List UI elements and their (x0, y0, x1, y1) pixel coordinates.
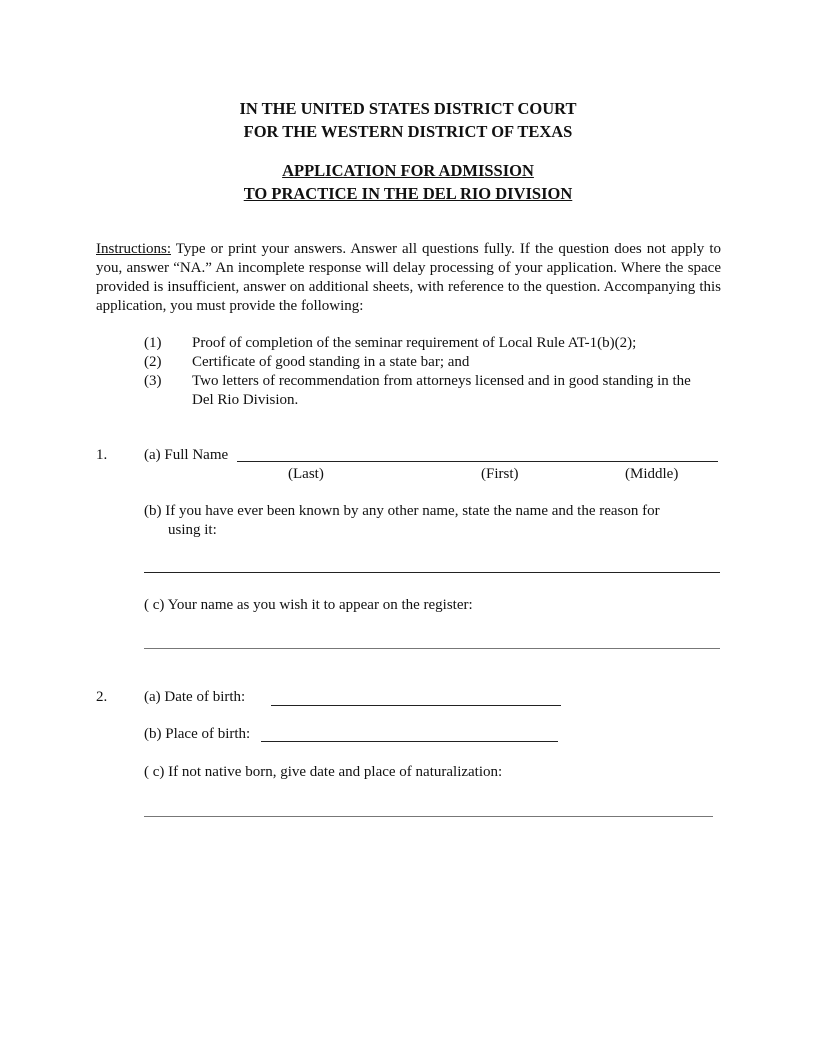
requirement-item (144, 334, 724, 353)
naturalization-input-line[interactable] (144, 816, 713, 817)
register-name-input-line[interactable] (144, 648, 720, 649)
place-of-birth-label: (b) Place of birth: (144, 726, 251, 742)
requirement-item (144, 372, 724, 410)
court-heading (0, 97, 816, 143)
requirement-text: Certificate of good standing in a state bar; and (192, 354, 470, 370)
date-of-birth-input-line[interactable] (271, 705, 561, 706)
requirement-item (144, 353, 724, 372)
form-title (0, 159, 816, 205)
full-name-input-line[interactable] (237, 461, 718, 462)
requirement-text: Two letters of recommendation from attorneys licensed and in good standing in the Del Rio Division. (192, 373, 691, 408)
middle-name-caption: (Middle) (625, 466, 679, 482)
full-name-label: (a) Full Name (144, 447, 229, 463)
naturalization-label: ( c) If not native born, give date and place of naturalization: (144, 764, 503, 780)
other-names-input-line[interactable] (144, 572, 720, 573)
instructions-label: Instructions: (96, 241, 171, 257)
date-of-birth-label: (a) Date of birth: (144, 689, 246, 705)
title-line-1: APPLICATION FOR ADMISSION (282, 161, 534, 180)
requirement-number: (1) (144, 335, 162, 351)
register-name-label: ( c) Your name as you wish it to appear on the register: (144, 597, 473, 613)
last-name-caption: (Last) (288, 466, 324, 482)
title-line-2: TO PRACTICE IN THE DEL RIO DIVISION (243, 184, 573, 203)
instructions-paragraph (96, 240, 721, 316)
question-1-number: 1. (96, 447, 108, 463)
requirement-number: (3) (144, 373, 162, 389)
question-2-number: 2. (96, 689, 108, 705)
other-names-line-1: (b) If you have ever been known by any other name, state the name and the reason for (144, 503, 660, 519)
court-line-2: FOR THE WESTERN DISTRICT OF TEXAS (243, 122, 573, 141)
place-of-birth-input-line[interactable] (261, 741, 558, 742)
first-name-caption: (First) (481, 466, 519, 482)
other-names-line-2: using it: (168, 522, 217, 538)
court-line-1: IN THE UNITED STATES DISTRICT COURT (239, 99, 577, 118)
requirement-number: (2) (144, 354, 162, 370)
instructions-text: Type or print your answers. Answer all questions fully. If the question does not apply to you, answer “NA.” An incomplete response will delay processing of your application. Where the space provided is insufficient, answer on additional sheets, with reference to the question. Accompanying this application, you must provide the following: (96, 241, 721, 314)
requirement-text: Proof of completion of the seminar requirement of Local Rule AT-1(b)(2); (192, 335, 637, 351)
other-names-question (144, 502, 704, 540)
